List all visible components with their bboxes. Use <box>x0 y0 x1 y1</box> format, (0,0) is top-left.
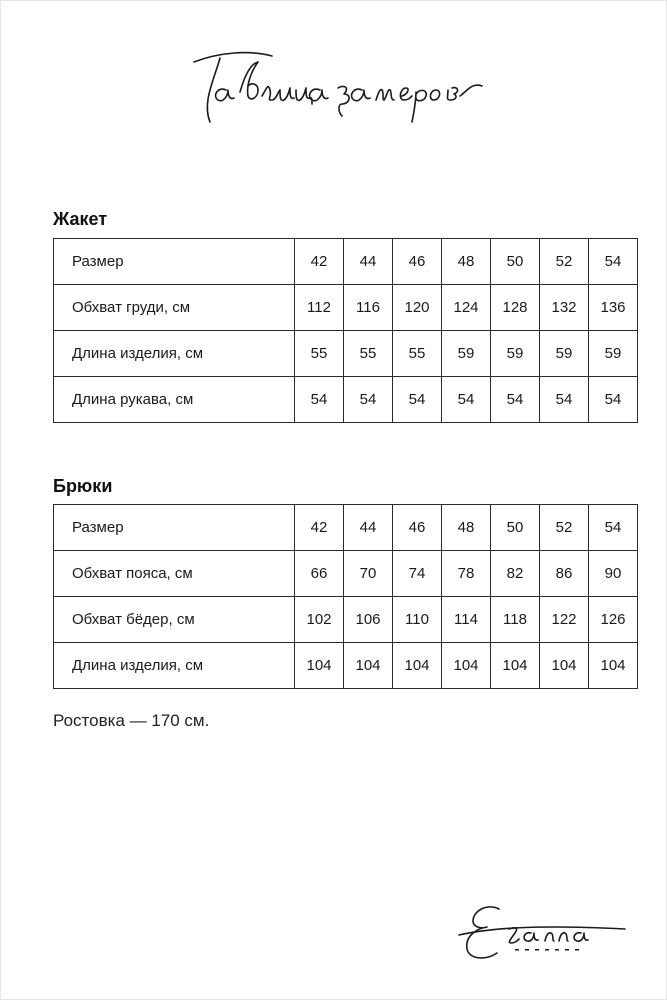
table-row <box>54 285 638 331</box>
table-cell: 114 <box>442 597 491 643</box>
table-cell: 54 <box>589 239 638 285</box>
table-cell: 126 <box>589 597 638 643</box>
table-row <box>54 331 638 377</box>
title-script <box>180 40 490 130</box>
table-row <box>54 505 638 551</box>
table-row <box>54 643 638 689</box>
table-cell: 54 <box>540 377 589 423</box>
table-cell: 55 <box>393 331 442 377</box>
page-title <box>180 40 490 130</box>
table-cell: 44 <box>344 505 393 551</box>
table-cell: 46 <box>393 505 442 551</box>
table-cell: 112 <box>295 285 344 331</box>
table-cell: 74 <box>393 551 442 597</box>
table-cell: 54 <box>491 377 540 423</box>
row-label: Обхват груди, см <box>54 285 295 331</box>
trousers-size-table <box>53 504 638 689</box>
table-cell: 59 <box>540 331 589 377</box>
table-cell: 59 <box>442 331 491 377</box>
row-label: Размер <box>54 239 295 285</box>
table-cell: 86 <box>540 551 589 597</box>
table-cell: 104 <box>442 643 491 689</box>
row-label: Длина изделия, см <box>54 331 295 377</box>
table-cell: 50 <box>491 505 540 551</box>
table-cell: 124 <box>442 285 491 331</box>
table-row <box>54 551 638 597</box>
logo-mark <box>455 895 635 970</box>
table-cell: 104 <box>295 643 344 689</box>
jacket-heading: Жакет <box>53 209 108 229</box>
table-cell: 54 <box>344 377 393 423</box>
table-cell: 116 <box>344 285 393 331</box>
table-cell: 54 <box>589 377 638 423</box>
brand-logo <box>455 895 635 970</box>
table-row <box>54 377 638 423</box>
table-cell: 104 <box>344 643 393 689</box>
table-cell: 90 <box>589 551 638 597</box>
table-cell: 66 <box>295 551 344 597</box>
row-label: Обхват пояса, см <box>54 551 295 597</box>
table-cell: 120 <box>393 285 442 331</box>
table-cell: 104 <box>540 643 589 689</box>
table-cell: 54 <box>393 377 442 423</box>
table-row <box>54 239 638 285</box>
table-cell: 104 <box>589 643 638 689</box>
table-cell: 102 <box>295 597 344 643</box>
table-cell: 50 <box>491 239 540 285</box>
table-cell: 122 <box>540 597 589 643</box>
table-cell: 78 <box>442 551 491 597</box>
table-cell: 52 <box>540 505 589 551</box>
row-label: Длина рукава, см <box>54 377 295 423</box>
table-cell: 104 <box>491 643 540 689</box>
table-cell: 59 <box>589 331 638 377</box>
table-cell: 44 <box>344 239 393 285</box>
table-cell: 59 <box>491 331 540 377</box>
table-cell: 48 <box>442 239 491 285</box>
table-row <box>54 597 638 643</box>
table-cell: 118 <box>491 597 540 643</box>
trousers-heading: Брюки <box>53 476 113 496</box>
table-cell: 54 <box>442 377 491 423</box>
table-cell: 42 <box>295 505 344 551</box>
table-cell: 70 <box>344 551 393 597</box>
table-cell: 54 <box>295 377 344 423</box>
table-cell: 42 <box>295 239 344 285</box>
table-cell: 82 <box>491 551 540 597</box>
jacket-size-table <box>53 238 638 423</box>
row-label: Размер <box>54 505 295 551</box>
table-cell: 106 <box>344 597 393 643</box>
table-cell: 55 <box>295 331 344 377</box>
row-label: Обхват бёдер, см <box>54 597 295 643</box>
table-cell: 54 <box>589 505 638 551</box>
table-cell: 136 <box>589 285 638 331</box>
table-cell: 132 <box>540 285 589 331</box>
table-cell: 46 <box>393 239 442 285</box>
height-note: Ростовка — 170 см. <box>53 711 210 730</box>
row-label: Длина изделия, см <box>54 643 295 689</box>
table-cell: 104 <box>393 643 442 689</box>
table-cell: 52 <box>540 239 589 285</box>
table-cell: 55 <box>344 331 393 377</box>
table-cell: 110 <box>393 597 442 643</box>
table-cell: 48 <box>442 505 491 551</box>
table-cell: 128 <box>491 285 540 331</box>
